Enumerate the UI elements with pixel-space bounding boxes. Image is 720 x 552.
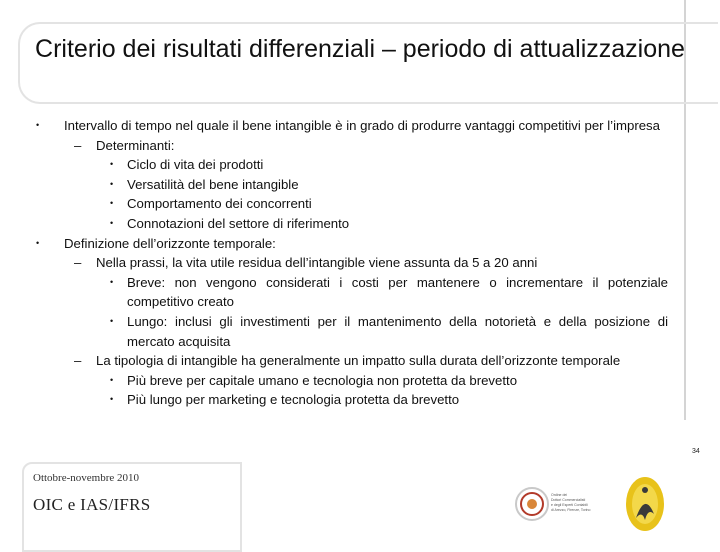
list-item-text: Ciclo di vita dei prodotti: [127, 157, 264, 173]
bullet-2-sub-1: [36, 253, 668, 273]
bullet-marker: •: [110, 276, 114, 287]
list-item: [36, 312, 668, 351]
bullet-marker: •: [36, 237, 40, 248]
bullet-marker: •: [110, 394, 114, 405]
list-item: [36, 194, 668, 214]
list-item-text: Breve: non vengono considerati i costi per mantenere o incrementare il potenziale competitivo creato: [127, 274, 668, 310]
bullet-marker: •: [110, 315, 114, 326]
logo1-line-2: Dottori Commercialisti: [551, 498, 586, 502]
slide-number: 34: [692, 448, 700, 455]
logo1-line-4: di Arezzo, Firenze, Torino: [551, 508, 591, 512]
list-item-text: Versatilità del bene intangible: [127, 176, 299, 192]
slide-body: [36, 116, 668, 410]
bullet-2-sub-2: [36, 351, 668, 371]
logo1-line-1: Ordine dei: [551, 493, 568, 497]
footer-date: Ottobre-novembre 2010: [33, 472, 139, 484]
list-item-text: Connotazioni del settore di riferimento: [127, 215, 350, 231]
bullet-marker: •: [110, 217, 114, 228]
list-item: [36, 371, 668, 391]
odcec-seal-logo-icon: [514, 480, 591, 528]
list-item-text: Lungo: inclusi gli investimenti per il mantenimento della notorietà e della posizione di mercato acquisita: [127, 313, 668, 349]
bullet-marker: •: [110, 178, 114, 189]
dash-marker: –: [74, 137, 82, 153]
list-item: [36, 175, 668, 195]
bullet-2-sub-2-text: La tipologia di intangible ha generalmente un impatto sulla durata dell’orizzonte temporale: [96, 353, 621, 369]
bullet-1: [36, 116, 668, 136]
bullet-1-text: Intervallo di tempo nel quale il bene intangible è in grado di produrre vantaggi competitivi per l’impresa: [64, 118, 660, 133]
list-item-text: Comportamento dei concorrenti: [127, 196, 312, 212]
list-item: [36, 214, 668, 234]
dash-marker: –: [74, 353, 82, 369]
bullet-marker: •: [110, 159, 114, 170]
bullet-2-sub-1-text: Nella prassi, la vita utile residua dell’intangible viene assunta da 5 a 20 anni: [96, 255, 538, 271]
bullet-2-text: Definizione dell’orizzonte temporale:: [64, 235, 276, 251]
list-item: [36, 155, 668, 175]
dash-marker: –: [74, 255, 82, 271]
list-item: [36, 390, 668, 410]
bullet-1-sub-text: Determinanti:: [96, 137, 175, 153]
gold-flame-logo-icon: [624, 474, 666, 534]
footer-course-title: OIC e IAS/IFRS: [33, 495, 151, 514]
list-item-text: Più lungo per marketing e tecnologia protetta da brevetto: [127, 392, 460, 408]
bullet-marker: •: [110, 198, 114, 209]
bullet-1-sub: [36, 136, 668, 156]
bullet-2: [36, 234, 668, 254]
bullet-marker: •: [110, 374, 114, 385]
logo1-line-3: e degli Esperti Contabili: [551, 503, 588, 507]
bullet-marker: •: [36, 120, 40, 130]
slide-title: Criterio dei risultati differenziali – periodo di attualizzazione: [35, 35, 685, 63]
list-item-text: Più breve per capitale umano e tecnologia non protetta da brevetto: [127, 372, 518, 388]
list-item: [36, 273, 668, 312]
